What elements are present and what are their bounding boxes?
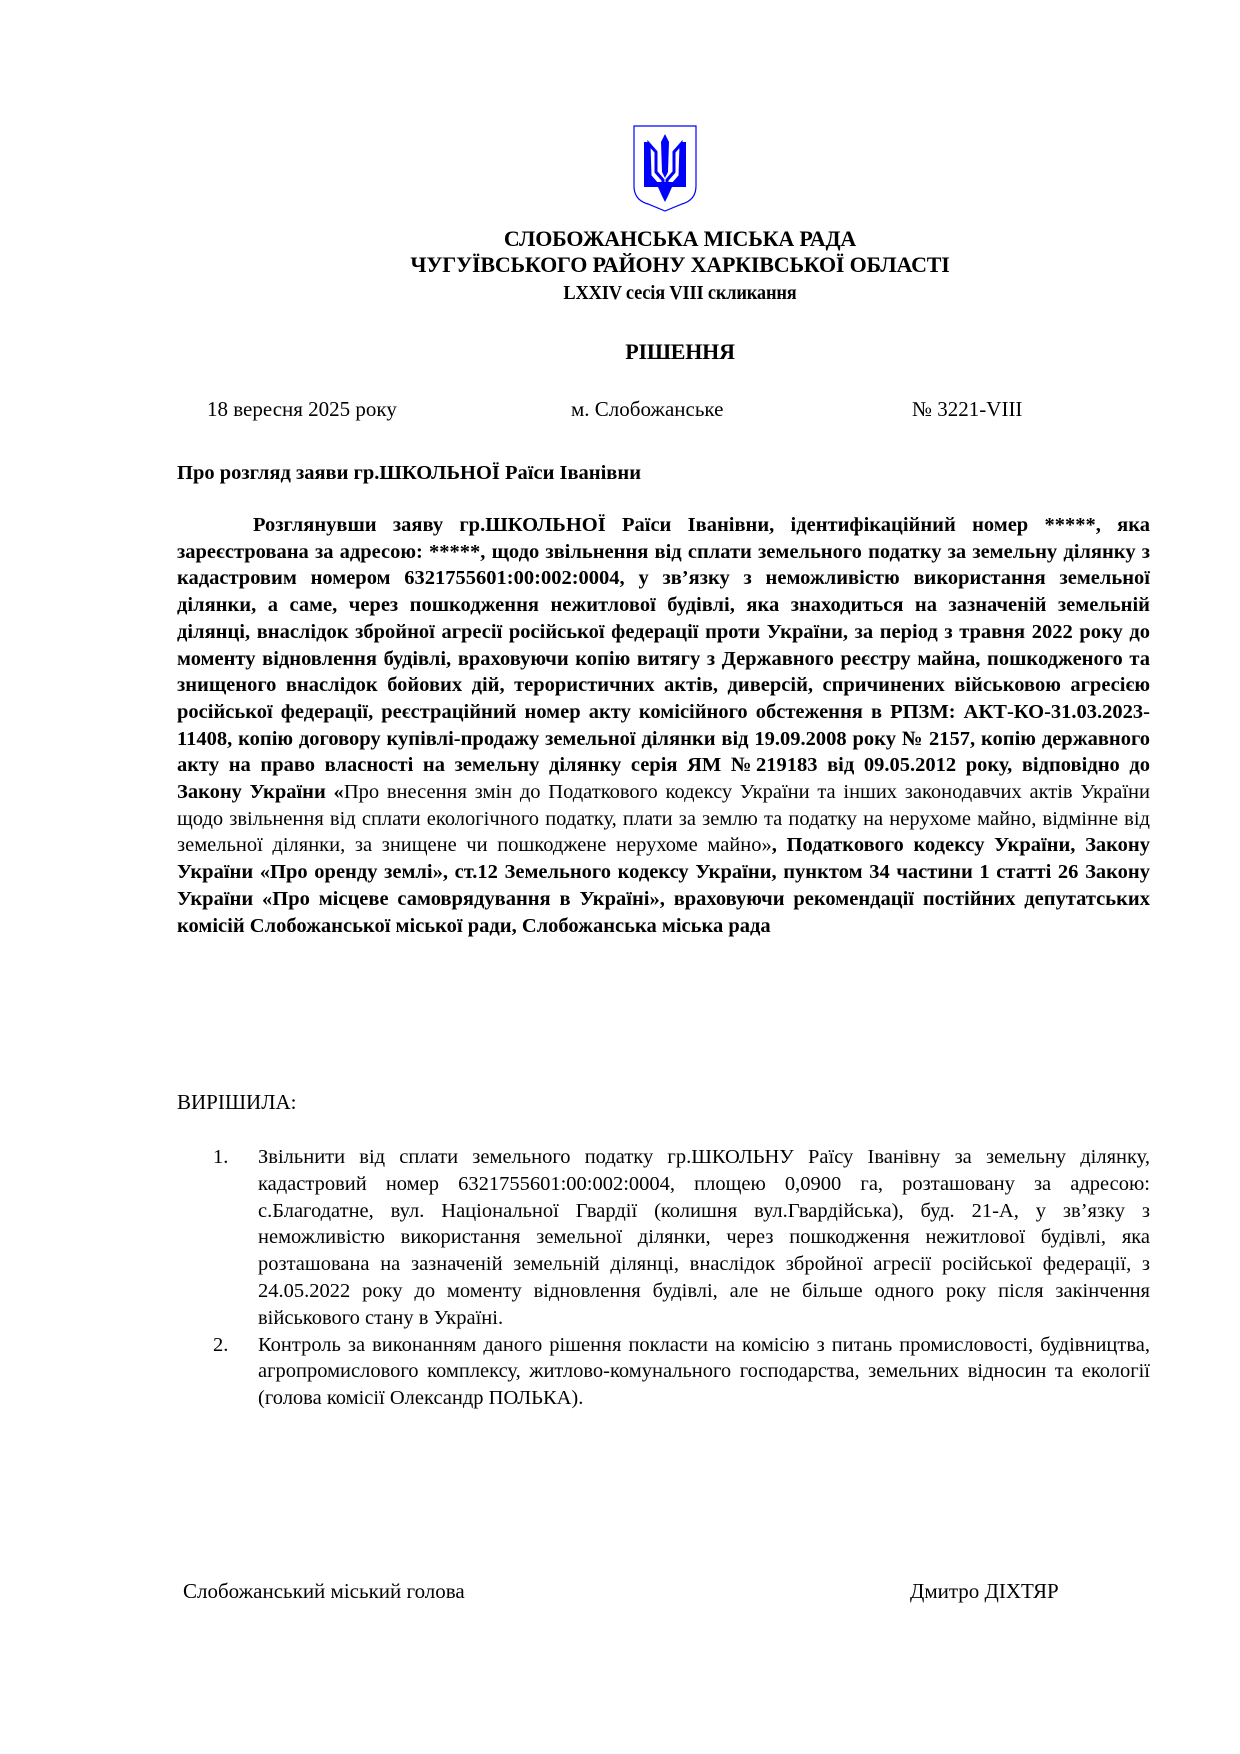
- ukraine-coat-of-arms-icon: [632, 124, 698, 212]
- decision-city: м. Слобожанське: [571, 397, 724, 421]
- decision-item: [213, 1144, 1150, 1332]
- law-title-quote: Про внесення змін до Податкового кодексу України та інших законодавчих актів України щодо звільнення від сплати екологічного податку, плати за землю та податку на нерухоме майно, відмінне від земельної ділянки, за знищене чи пошкоджене нерухоме майно»: [177, 781, 1151, 857]
- decision-date: 18 вересня 2025 року: [207, 397, 397, 421]
- district-name: ЧУГУЇВСЬКОГО РАЙОНУ ХАРКІВСЬКОЇ ОБЛАСТІ: [410, 252, 950, 277]
- signatory-name: Дмитро ДІХТЯР: [910, 1579, 1059, 1603]
- decision-item-text: Контроль за виконанням даного рішення покласти на комісію з питань промисловості, будівництва, агропромислового комплексу, житлово-комунального господарства, земельних відносин та екології (голова комісії Олександр ПОЛЬКА).: [258, 1333, 1150, 1410]
- signatory-title: Слобожанський міський голова: [183, 1579, 465, 1603]
- decision-title: Про розгляд заяви гр.ШКОЛЬНОЇ Раїси Іванівни: [177, 462, 642, 484]
- session-line: LXXIV сесія VIII скликання: [563, 282, 797, 304]
- decision-item-text: Звільнити від сплати земельного податку гр.ШКОЛЬНУ Раїсу Іванівну за земельну ділянку, кадастровий номер 6321755601:00:002:0004, площею 0,0900 га, розташовану за адресою: с.Благодатне, вул. Національної Гвардії (колишня вул.Гвардійська), буд. 21-А, у зв’язку з неможливістю використання земельної ділянки, через пошкодження нежитлової будівлі, яка розташована на зазначеній земельній ділянці, внаслідок збройної агресії російської федерації, з 24.05.2022 року до моменту відновлення будівлі, але не більше одного року після закінчення військового стану в Україні.: [258, 1146, 1150, 1329]
- preamble-paragraph: [177, 512, 1150, 939]
- council-name: СЛОБОЖАНСЬКА МІСЬКА РАДА: [503, 226, 857, 251]
- decision-number: № 3221-VIII: [912, 397, 1023, 421]
- decision-item-number: 2.: [213, 1333, 229, 1356]
- preamble-part-3: , Податкового кодексу України, Закону України «Про оренду землі», ст.12 Земельного кодексу України, пунктом 34 частини 1 статті 26 Закону України «Про місцеве самоврядування в Україні», враховуючи рекомендації постійних депутатських комісій Слобожанської міської ради, Слобожанська міська рада: [177, 834, 1150, 937]
- document-type: РІШЕННЯ: [625, 339, 735, 364]
- decision-item: [213, 1332, 1150, 1412]
- decision-list: [213, 1144, 1150, 1412]
- preamble-part-1: Розглянувши заяву гр.ШКОЛЬНОЇ Раїси Іванівни, ідентифікаційний номер *****, яка зареєстрована за адресою: *****, щодо звільнення від сплати земельного податку за земельну ділянку з кадастровим номером 6321755601:00:002:0004, у зв’язку з неможливістю використання земельної ділянки, а саме, через пошкодження нежитлової будівлі, яка знаходиться на зазначеній земельній ділянці, внаслідок збройної агресії російської федерації проти України, за період з травня 2022 року до моменту відновлення будівлі, враховуючи копію витягу з Державного реєстру майна, пошкодженого та знищеного внаслідок бойових дій, терористичних актів, диверсій, спричинених військовою агресією російської федерації, реєстраційний номер акту комісійного обстеження в РПЗМ: АКТ-КО-31.03.2023-11408, копію договору купівлі-продажу земельної ділянки від 19.09.2008 року № 2157, копію державного акту на право власності на земельну ділянку серія ЯМ №219183 від 09.05.2012 року, відповідно до Закону України «: [177, 514, 1150, 804]
- decision-item-number: 1.: [213, 1146, 229, 1168]
- decided-label: ВИРІШИЛА:: [177, 1090, 297, 1114]
